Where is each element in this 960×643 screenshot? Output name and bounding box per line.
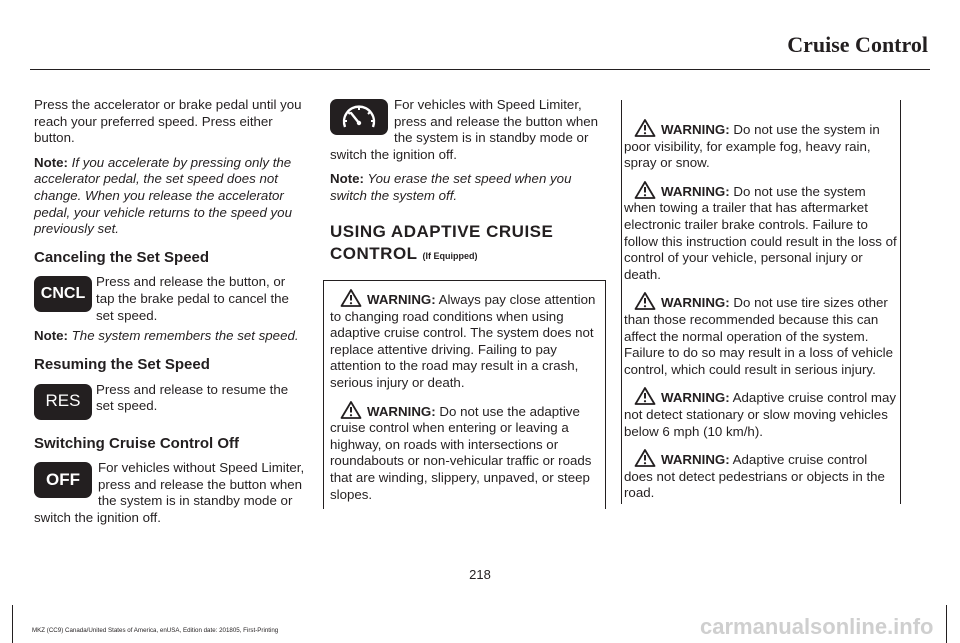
note-text: You erase the set speed when you switch the system off.	[330, 171, 572, 203]
header-divider	[30, 69, 930, 70]
footer-edition-text: MKZ (CC9) Canada/United States of America, enUSA, Edition date: 201805, First-Printing	[32, 627, 279, 634]
canceling-text: Press and release the button, or tap the brake pedal to cancel the set speed.	[96, 274, 289, 323]
switching-text: For vehicles without Speed Limiter, press and release the button when the system is in standby mode or switch the ignition off.	[34, 460, 305, 525]
resuming-text: Press and release to resume the set speed.	[96, 381, 289, 414]
note-paragraph-3	[330, 171, 602, 204]
section-heading-adaptive	[330, 221, 560, 267]
warning-triangle-icon	[340, 400, 362, 420]
canceling-row	[34, 274, 306, 326]
warning-triangle-icon	[634, 386, 656, 406]
warning-paragraph	[624, 291, 898, 378]
warning-label: WARNING:	[661, 452, 730, 468]
crop-mark	[12, 605, 13, 643]
page-number: 218	[469, 567, 491, 582]
page-title: Cruise Control	[787, 32, 928, 57]
speed-limiter-icon	[330, 99, 388, 135]
speedometer-icon	[339, 101, 379, 133]
warning-text: Do not use the system in poor visibility, for example fog, heavy rain, spray or snow.	[624, 122, 880, 171]
section-heading-switching: Switching Cruise Control Off	[34, 434, 239, 452]
note-paragraph-2	[34, 328, 306, 345]
warning-label: WARNING:	[367, 292, 436, 307]
warning-triangle-icon	[634, 180, 656, 200]
speed-limiter-text: For vehicles with Speed Limiter, press and release the button when the system is in standby mode or switch the ignition off.	[330, 97, 599, 162]
section-heading-canceling: Canceling the Set Speed	[34, 248, 210, 266]
warnings-middle	[330, 288, 602, 511]
warning-text: Adaptive cruise control does not detect pedestrians or objects in the road.	[624, 452, 885, 501]
warning-paragraph	[330, 400, 602, 504]
warning-triangle-icon	[634, 448, 656, 468]
warning-text: Adaptive cruise control may not detect stationary or slow moving vehicles below 6 mph (10 km/h).	[624, 390, 896, 439]
off-icon-label: OFF	[46, 469, 80, 489]
heading-main-text: USING ADAPTIVE CRUISE CONTROL	[330, 221, 554, 263]
watermark-text: carmanualsonline.info	[700, 614, 934, 639]
note-paragraph	[34, 155, 306, 238]
warning-triangle-icon	[340, 288, 362, 308]
warning-triangle-icon	[634, 291, 656, 311]
note-label: Note:	[34, 154, 68, 170]
heading-suffix-text: (If Equipped)	[422, 250, 478, 261]
note-text: If you accelerate by pressing only the accelerator pedal, the set speed does not change. When you release the accelerator pedal, your vehicle returns to the speed you previously set.	[34, 154, 292, 237]
note-label: Note:	[34, 328, 68, 344]
warning-paragraph	[624, 448, 898, 502]
warning-text: Do not use tire sizes other than those recommended because this can affect the normal operation of the system. Failure to do so may result in a loss of vehicle control, which could result in serious injury.	[624, 295, 894, 377]
off-button-icon	[34, 462, 92, 498]
note-label: Note:	[330, 171, 364, 187]
warning-text: Always pay close attention to changing road conditions when using adaptive cruise control. The system does not replace attentive driving. Failing to pay attention to the road may result in a crash, serious injury or death.	[330, 292, 596, 390]
cncl-button-icon	[34, 276, 92, 312]
resuming-row	[34, 382, 306, 430]
warnings-right	[624, 118, 898, 510]
note-text: The system remembers the set speed.	[67, 328, 299, 344]
warning-paragraph	[624, 180, 898, 284]
warning-label: WARNING:	[367, 403, 436, 419]
warning-label: WARNING:	[661, 390, 730, 406]
cncl-icon-label: CNCL	[40, 285, 86, 303]
intro-paragraph: Press the accelerator or brake pedal until you reach your preferred speed. Press either button.	[34, 97, 302, 146]
warning-paragraph	[624, 386, 898, 440]
column-middle	[330, 97, 602, 267]
warning-paragraph	[330, 288, 602, 392]
warning-text: Do not use the system when towing a trailer that has aftermarket electronic trailer brake controls. Failure to follow this instruction could result in the loss of control of your vehicle, personal injury or death.	[624, 183, 897, 282]
section-heading-resuming: Resuming the Set Speed	[34, 355, 210, 373]
switching-row	[34, 460, 306, 526]
warning-label: WARNING:	[661, 122, 730, 137]
warning-label: WARNING:	[661, 183, 730, 199]
speed-limiter-row	[330, 97, 602, 163]
warning-text: Do not use the adaptive cruise control when entering or leaving a highway, on roads with intersections or roundabouts or non-vehicular traffic or roads that are winding, slippery, unpaved, or steep slopes.	[330, 403, 592, 502]
warning-triangle-icon	[634, 118, 656, 138]
column-left	[34, 97, 306, 527]
warning-label: WARNING:	[661, 295, 730, 311]
warning-paragraph	[624, 118, 898, 172]
res-button-icon	[34, 384, 92, 420]
crop-mark	[946, 605, 947, 643]
res-icon-label: RES	[45, 391, 81, 411]
